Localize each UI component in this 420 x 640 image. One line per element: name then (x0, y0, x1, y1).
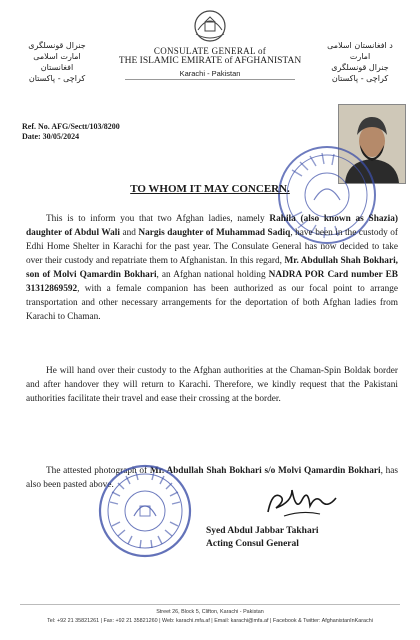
signature-icon (262, 482, 342, 522)
p1-name-2: Nargis daughter of Muhammad Sadiq (138, 228, 291, 238)
p3-text-2: , has also been pasted above. (26, 466, 398, 490)
signer-title: Acting Consul General (206, 539, 299, 549)
signer-block (206, 525, 319, 551)
footer-divider (20, 604, 400, 605)
reference-number: Ref. No. AFG/Sectt/103/8200 (22, 122, 120, 131)
header-divider (125, 79, 295, 80)
letter-title: TO WHOM IT MAY CONCERN. (130, 183, 290, 195)
footer-contacts: Tel: +92 21 35821261 | Fax: +92 21 35821260 | Web: karachi.mfa.af | Email: karachi@mfa.af | Facebook & Twitter: AfghanistanInKarachi (47, 618, 373, 624)
signer-name: Syed Abdul Jabbar Takhari (206, 526, 319, 536)
dari-left-line-3: کراچی - پاکستان (28, 74, 86, 83)
dari-header-right (320, 40, 400, 84)
dari-right-line-3: کراچی - پاکستان (331, 74, 389, 83)
p1-name-3: Mr. Abdullah Shah Bokhari, son of Molvi Qamardin Bokhari (26, 256, 398, 280)
paragraph-2: He will hand over their custody to the Afghan authorities at the Chaman-Spin Boldak border and after handover they will return to Karachi. Therefore, we kindly request that the Pakistani authorities facilitate their travel and ease their crossing at the border. (26, 366, 398, 404)
p1-text-2: and (119, 228, 139, 238)
p1-card-number: NADRA POR Card number EB 31312869592 (26, 270, 398, 294)
footer (0, 608, 420, 626)
footer-address: Street 26, Block 5, Clifton, Karachi - Pakistan (156, 609, 264, 615)
paragraph-1 (26, 212, 398, 324)
dari-header-left (22, 40, 92, 84)
letterhead-line-1: CONSULATE GENERAL of (153, 46, 267, 56)
letterhead (110, 8, 310, 79)
p3-text-1: The attested photograph of (46, 466, 150, 476)
letterhead-line-2: THE ISLAMIC EMIRATE of AFGHANISTAN (118, 56, 302, 66)
reference-date: Date: 30/05/2024 (22, 132, 80, 141)
p1-text-3: , have been in the custody of Edhi Home Shelter in Karachi for the past year. The Consulate General has now decided to take over their custody and repatriate them to Afghanistan. In this regard, (26, 228, 399, 266)
ministry-stamp-icon (96, 462, 194, 560)
emblem-icon (190, 8, 230, 44)
dari-right-line-2: جنرال قونسلگری (331, 63, 389, 72)
dari-right-line-1: د افغانستان اسلامی امارت (327, 41, 393, 61)
dari-left-line-1: جنرال قونسلگری (28, 41, 86, 50)
p1-name-1: Rahila (also known as Shazia) daughter of Abdul Wali (26, 214, 398, 238)
p1-text-5: , with a female companion has been authorized as our focal point to arrange transportation and other necessary arrangements for the deportation of both Afghan ladies from Karachi to Chaman. (26, 284, 398, 322)
reference-block (22, 122, 120, 142)
p1-text-1: This is to inform you that two Afghan ladies, namely (46, 214, 270, 224)
letterhead-line-3: Karachi - Pakistan (179, 69, 241, 78)
dari-left-line-2: امارت اسلامی افغانستان (33, 52, 81, 72)
p3-name: Mr. Abdullah Shah Bokhari s/o Molvi Qamardin Bokhari (149, 466, 381, 476)
p1-text-4: , an Afghan national holding (156, 270, 269, 280)
paragraph-3 (26, 464, 398, 492)
